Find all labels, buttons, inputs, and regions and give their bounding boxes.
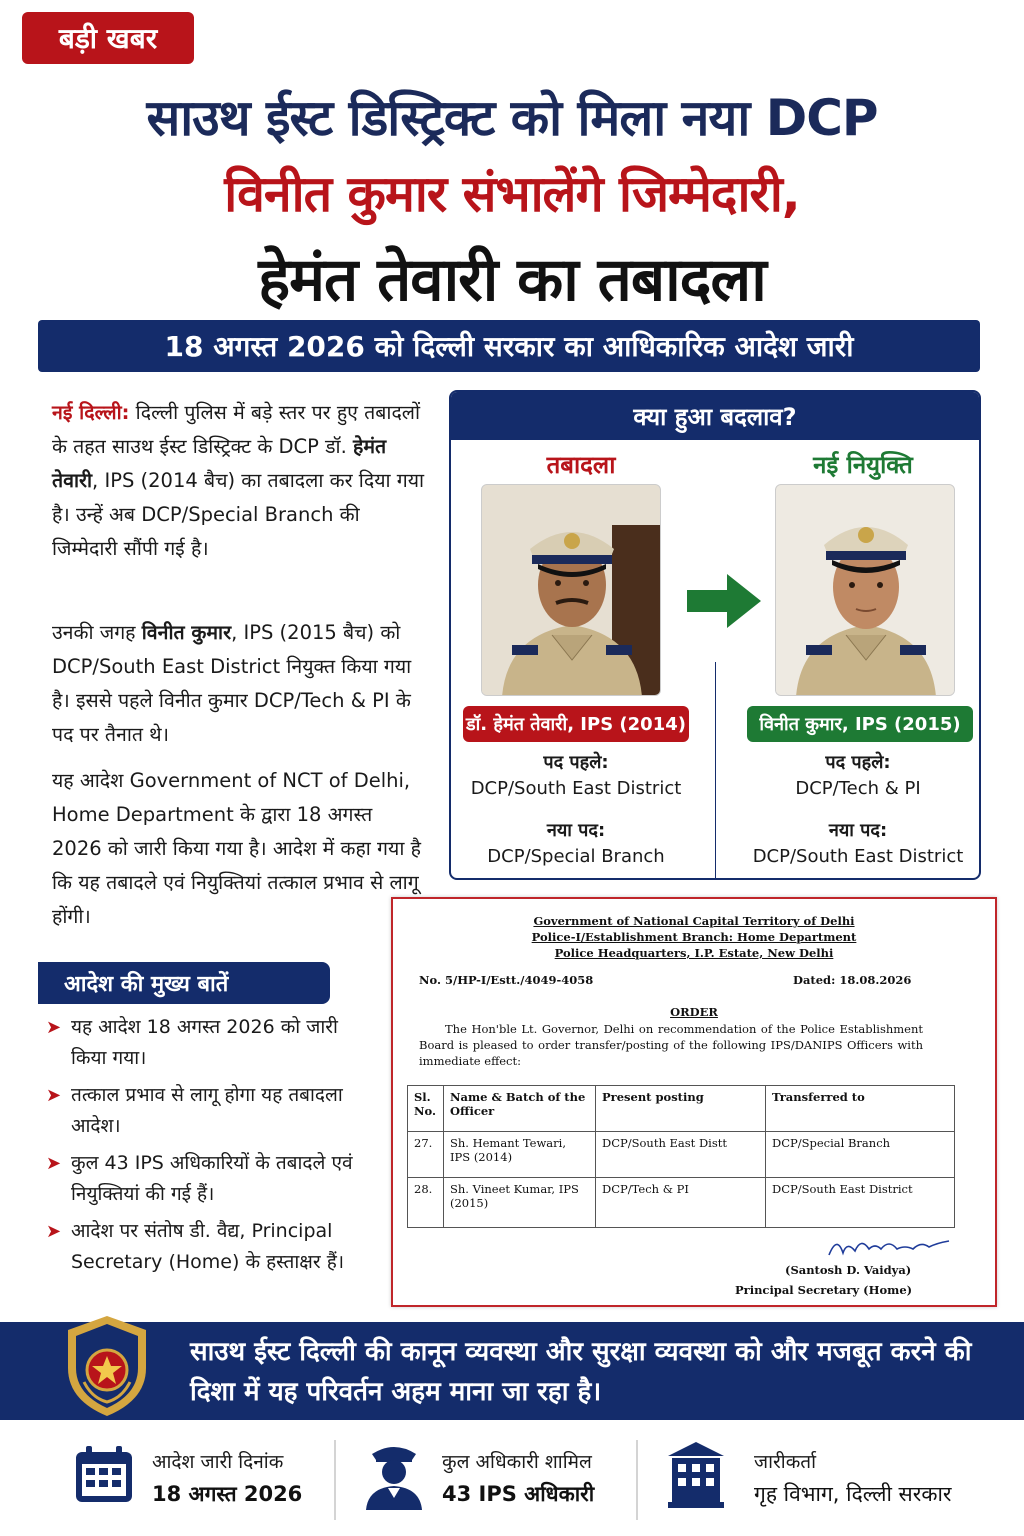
new-post-value: DCP/Special Branch bbox=[487, 846, 665, 867]
order-header-line-2: Police-I/Establishment Branch: Home Department bbox=[531, 930, 857, 944]
stat-value: गृह विभाग, दिल्ली सरकार bbox=[754, 1482, 952, 1506]
list-item-text: कुल 43 IPS अधिकारियों के तबादले एवं नियुक्तियां की गई हैं। bbox=[71, 1152, 353, 1205]
article-paragraph-3: यह आदेश Government of NCT of Delhi, Home Department के द्वारा 18 अगस्त 2026 को जारी किया गया है। आदेश में कहा गया है कि यह तबादले एवं नियुक्तियां तत्काल प्रभाव से लागू होंगी। bbox=[52, 769, 421, 928]
table-cell: DCP/South East Distt bbox=[596, 1132, 766, 1178]
building-icon bbox=[664, 1440, 728, 1508]
transfer-label: तबादला bbox=[546, 451, 616, 479]
before-post-value: DCP/South East District bbox=[470, 778, 682, 799]
stat-label: आदेश जारी दिनांक bbox=[152, 1451, 284, 1473]
footer-text: साउथ ईस्ट दिल्ली की कानून व्यवस्था और सुरक्षा व्यवस्था को और मजबूत करने की दिशा में यह परिवर्तन अहम माना जा रहा है। bbox=[190, 1337, 972, 1407]
article-paragraph-2 bbox=[52, 616, 430, 752]
signer-name: (Santosh D. Vaidya) bbox=[785, 1263, 912, 1277]
before-post-value: DCP/Tech & PI bbox=[795, 778, 921, 799]
stat-value: 43 IPS अधिकारी bbox=[442, 1482, 595, 1506]
signer-title: Principal Secretary (Home) bbox=[735, 1283, 913, 1297]
column-header: Name & Batch of the Officer bbox=[444, 1086, 596, 1132]
order-body: The Hon'ble Lt. Governor, Delhi on recommendation of the Police Establishment Board is pleased to order transfer/posting of the following IPS/DANIPS Officers with immediate effect: bbox=[419, 1022, 923, 1068]
divider bbox=[636, 1440, 638, 1520]
list-item-text: आदेश पर संतोष डी. वैद्य, Principal Secretary (Home) के हस्ताक्षर हैं। bbox=[71, 1220, 345, 1273]
table-cell: 28. bbox=[408, 1178, 444, 1228]
order-header-line-1: Government of National Capital Territory of Delhi bbox=[533, 914, 855, 928]
list-item bbox=[46, 1012, 376, 1074]
column-divider bbox=[715, 662, 716, 880]
order-header-line-3: Police Headquarters, I.P. Estate, New Delhi bbox=[554, 946, 834, 960]
police-shield-icon bbox=[62, 1312, 152, 1420]
list-item bbox=[46, 1148, 376, 1210]
table-cell: DCP/Tech & PI bbox=[596, 1178, 766, 1228]
table-row bbox=[408, 1132, 955, 1178]
paragraph-text: , IPS (2015 बैच) को DCP/South East District नियुक्त किया गया है। इससे पहले विनीत कुमार DCP/Tech & PI के पद पर तैनात थे। bbox=[52, 621, 412, 746]
officer-name: हेमंत तेवारी bbox=[52, 435, 387, 492]
before-post-label: पद पहले: bbox=[543, 752, 609, 773]
column-header: Present posting bbox=[596, 1086, 766, 1132]
officer-portrait-icon bbox=[776, 485, 955, 696]
change-box-title: क्या हुआ बदलाव? bbox=[451, 392, 979, 440]
stats-bar bbox=[0, 1420, 1024, 1536]
table-row bbox=[408, 1178, 955, 1228]
officer-portrait-icon bbox=[482, 485, 661, 696]
column-header: Sl. No. bbox=[408, 1086, 444, 1132]
divider bbox=[334, 1440, 336, 1520]
list-item-text: यह आदेश 18 अगस्त 2026 को जारी किया गया। bbox=[71, 1016, 338, 1069]
column-header: Transferred to bbox=[766, 1086, 955, 1132]
name-tag-hemant: डॉ. हेमंत तेवारी, IPS (2014) bbox=[463, 706, 689, 742]
order-title: ORDER bbox=[670, 1005, 718, 1019]
key-points-list bbox=[46, 1012, 376, 1284]
arrow-bullet-icon: ➤ bbox=[46, 1085, 62, 1106]
table-cell: Sh. Hemant Tewari, IPS (2014) bbox=[444, 1132, 596, 1178]
headline-line-3: हेमंत तेवारी का तबादला bbox=[258, 245, 766, 315]
new-appointment-label: नई नियुक्ति bbox=[813, 451, 913, 479]
arrow-bullet-icon: ➤ bbox=[46, 1221, 62, 1242]
new-post-label: नया पद: bbox=[546, 820, 606, 841]
dateline: नई दिल्ली: bbox=[52, 401, 130, 424]
arrow-bullet-icon: ➤ bbox=[46, 1153, 62, 1174]
new-post-value: DCP/South East District bbox=[752, 846, 964, 867]
table-cell: DCP/Special Branch bbox=[766, 1132, 955, 1178]
order-date: Dated: 18.08.2026 bbox=[793, 973, 912, 987]
table-cell: Sh. Vineet Kumar, IPS (2015) bbox=[444, 1178, 596, 1228]
paragraph-text: , IPS (2014 बैच) का तबादला कर दिया गया है। उन्हें अब DCP/Special Branch की जिम्मेदारी सौंपी गई है। bbox=[52, 469, 425, 560]
stat-value: 18 अगस्त 2026 bbox=[152, 1482, 303, 1506]
list-item-text: तत्काल प्रभाव से लागू होगा यह तबादला आदेश। bbox=[71, 1084, 343, 1137]
signature-icon bbox=[825, 1231, 955, 1261]
list-item bbox=[46, 1080, 376, 1142]
date-banner: 18 अगस्त 2026 को दिल्ली सरकार का आधिकारिक आदेश जारी bbox=[38, 320, 980, 372]
green-arrow-icon bbox=[687, 574, 761, 628]
order-document bbox=[391, 897, 997, 1307]
change-summary-box bbox=[449, 390, 981, 880]
table-cell: DCP/South East District bbox=[766, 1178, 955, 1228]
headline-line-1: साउथ ईस्ट डिस्ट्रिक्ट को मिला नया DCP bbox=[146, 89, 878, 147]
officer-name: विनीत कुमार bbox=[141, 621, 232, 644]
before-post-label: पद पहले: bbox=[825, 752, 891, 773]
name-tag-vineet: विनीत कुमार, IPS (2015) bbox=[747, 706, 973, 742]
headline-line-2: विनीत कुमार संभालेंगे जिम्मेदारी, bbox=[224, 165, 800, 223]
order-number: No. 5/HP-I/Estt./4049-4058 bbox=[419, 973, 594, 987]
order-table bbox=[407, 1085, 955, 1228]
list-item bbox=[46, 1216, 376, 1278]
new-post-label: नया पद: bbox=[828, 820, 888, 841]
officer-photo-hemant bbox=[481, 484, 661, 696]
article-paragraph-1 bbox=[52, 396, 430, 566]
stat-label: कुल अधिकारी शामिल bbox=[442, 1451, 592, 1473]
stat-label: जारीकर्ता bbox=[754, 1451, 817, 1473]
calendar-icon bbox=[72, 1442, 136, 1506]
paragraph-text: उनकी जगह bbox=[52, 621, 142, 644]
paragraph-text: दिल्ली पुलिस में बड़े स्तर पर हुए तबादलों के तहत साउथ ईस्ट डिस्ट्रिक्ट के DCP डॉ. bbox=[52, 401, 421, 458]
breaking-news-badge: बड़ी खबर bbox=[22, 12, 194, 64]
officer-icon bbox=[362, 1440, 426, 1510]
table-cell: 27. bbox=[408, 1132, 444, 1178]
key-points-heading: आदेश की मुख्य बातें bbox=[38, 962, 330, 1004]
table-header-row bbox=[408, 1086, 955, 1132]
arrow-bullet-icon: ➤ bbox=[46, 1017, 62, 1038]
officer-photo-vineet bbox=[775, 484, 955, 696]
